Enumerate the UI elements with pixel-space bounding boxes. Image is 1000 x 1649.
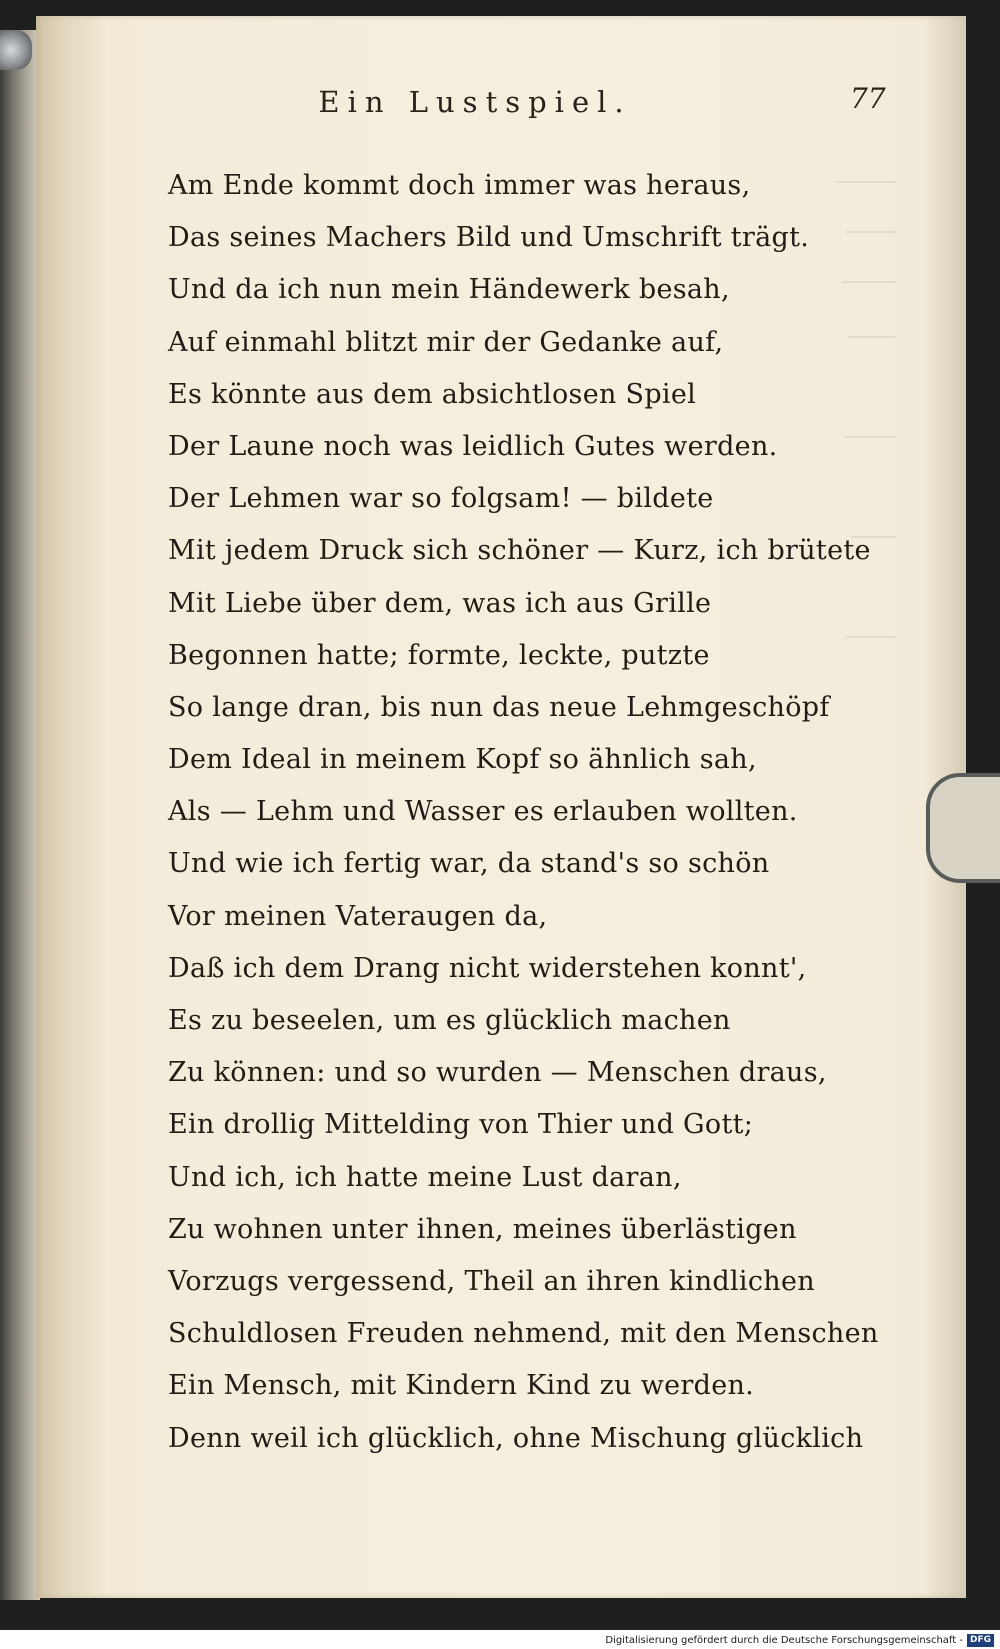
verse-line: Das seines Machers Bild und Umschrift trägt. [168,222,810,254]
verse-line: Zu wohnen unter ihnen, meines überlästigen [168,1213,797,1245]
verse-line: Zu können: und so wurden — Menschen draus, [168,1057,827,1089]
running-head: Ein Lustspiel. [318,85,632,119]
verse-line: Der Lehmen war so folgsam! — bildete [168,483,714,515]
verse-line: Schuldlosen Freuden nehmend, mit den Menschen [168,1318,879,1350]
verse-line: Es zu beseelen, um es glücklich machen [168,1005,731,1036]
verse-line: Mit jedem Druck sich schöner — Kurz, ich brütete [168,535,871,567]
verse-line: Der Laune noch was leidlich Gutes werden. [168,430,778,462]
digitization-credit [605,1632,994,1648]
verse-line: Daß ich dem Drang nicht widerstehen konnt', [168,952,807,984]
page-gutter-stain [36,16,106,1598]
verse-line: So lange dran, bis nun das neue Lehmgeschöpf [168,691,830,723]
credit-text: Digitalisierung gefördert durch die Deutsche Forschungsgemeinschaft - [605,1634,963,1646]
dfg-logo: DFG [967,1634,994,1647]
verse-block [168,160,928,1465]
verse-line: Vorzugs vergessend, Theil an ihren kindlichen [168,1265,815,1297]
verse-line: Ein drollig Mittelding von Thier und Gott; [168,1109,754,1141]
page-number: 77 [850,82,886,115]
verse-line: Am Ende kommt doch immer was heraus, [168,170,751,201]
verse-line: Als — Lehm und Wasser es erlauben wollten. [168,796,798,828]
page-tab-marker [926,773,1000,883]
verse-line: Und da ich nun mein Händewerk besah, [168,274,730,306]
verse-line: Auf einmahl blitzt mir der Gedanke auf, [168,326,724,358]
verse-line: Begonnen hatte; formte, leckte, putzte [168,639,710,671]
verse-line: Dem Ideal in meinem Kopf so ähnlich sah, [168,744,757,776]
verse-line: Denn weil ich glücklich, ohne Mischung glücklich [168,1422,864,1454]
verse-line: Vor meinen Vateraugen da, [168,900,548,932]
book-cover-edge [0,30,40,1600]
book-clasp [0,30,32,70]
verse-line: Mit Liebe über dem, was ich aus Grille [168,587,712,619]
verse-line: Es könnte aus dem absichtlosen Spiel [168,378,697,410]
verse-line: Ein Mensch, mit Kindern Kind zu werden. [168,1370,755,1402]
verse-line: Und ich, ich hatte meine Lust daran, [168,1161,682,1193]
verse-line: Und wie ich fertig war, da stand's so schön [168,848,770,880]
